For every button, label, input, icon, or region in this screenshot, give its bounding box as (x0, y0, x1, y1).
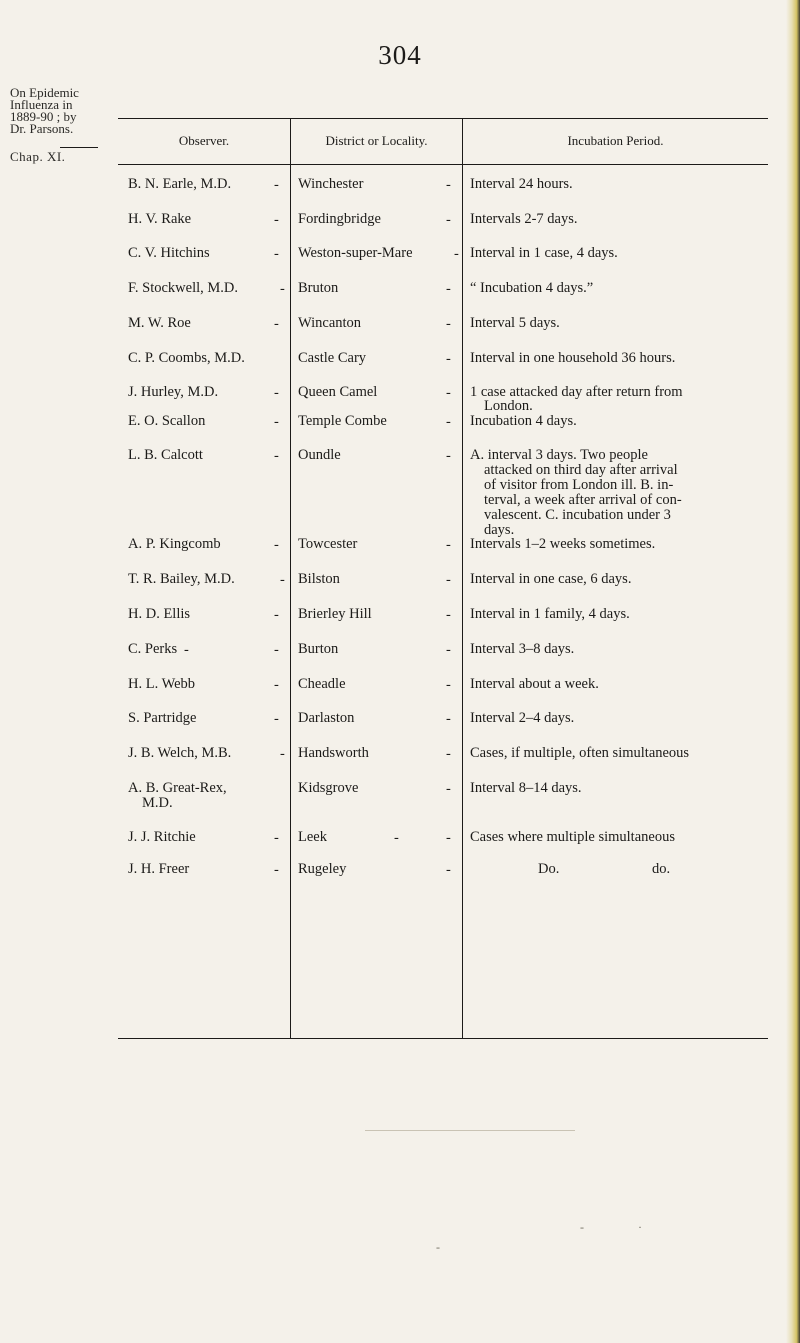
show-through-mark: - (580, 1220, 584, 1234)
leader-dash: - (446, 711, 451, 727)
column-divider (462, 118, 463, 1038)
incubation-cell: Incubation 4 days. (470, 413, 577, 429)
incubation-cell: London. (484, 398, 533, 414)
leader-dash: - (274, 246, 279, 262)
incubation-cell: Interval 8–14 days. (470, 780, 582, 796)
incubation-cell: days. (484, 522, 515, 538)
observer-cell: C. Perks (128, 641, 178, 657)
leader-dash: - (446, 642, 451, 658)
incubation-cell: valescent. C. incubation under 3 (484, 507, 671, 523)
leader-dash: - (446, 607, 451, 623)
margin-note-line: On Epidemic (10, 85, 79, 100)
leader-dash: - (446, 281, 451, 297)
ditto-mark: do. (652, 861, 671, 877)
show-through-mark (365, 1130, 575, 1131)
leader-dash: - (280, 746, 285, 762)
incubation-cell: attacked on third day after arrival (484, 462, 678, 478)
leader-dash: - (274, 537, 279, 553)
table-header-rule (118, 164, 768, 165)
observer-cell: M. W. Roe (128, 315, 191, 331)
incubation-cell: terval, a week after arrival of con- (484, 492, 682, 508)
observer-cell: J. B. Welch, M.B. (128, 745, 232, 761)
incubation-cell: of visitor from London ill. B. in- (484, 477, 674, 493)
district-cell: Kidsgrove (298, 780, 359, 796)
observer-cell: A. P. Kingcomb (128, 536, 221, 552)
table-bottom-rule (118, 1038, 768, 1039)
leader-dash: - (274, 862, 279, 878)
leader-dash: - (274, 414, 279, 430)
district-cell: Winchester (298, 176, 364, 192)
district-cell: Leek (298, 829, 327, 845)
incubation-cell: “ Incubation 4 days.” (470, 280, 594, 296)
page-edge (786, 0, 800, 1343)
leader-dash: - (274, 448, 279, 464)
leader-dash: - (394, 830, 399, 846)
observer-cell: B. N. Earle, M.D. (128, 176, 232, 192)
header-observer: Observer. (178, 133, 230, 148)
leader-dash: - (446, 830, 451, 846)
incubation-cell: Interval 5 days. (470, 315, 560, 331)
leader-dash: - (274, 607, 279, 623)
incubation-cell: Interval 24 hours. (470, 176, 573, 192)
district-cell: Bilston (298, 571, 340, 587)
district-cell: Weston-super-Mare (298, 245, 413, 261)
district-cell: Fordingbridge (298, 211, 381, 227)
leader-dash: - (446, 448, 451, 464)
incubation-cell: Intervals 1–2 weeks sometimes. (470, 536, 656, 552)
incubation-cell: Interval 3–8 days. (470, 641, 575, 657)
leader-dash: - (274, 385, 279, 401)
incubation-cell: Interval in one household 36 hours. (470, 350, 676, 366)
table-top-rule (118, 118, 768, 119)
observer-cell: C. P. Coombs, M.D. (128, 350, 245, 366)
leader-dash: - (446, 351, 451, 367)
observer-cell: H. D. Ellis (128, 606, 191, 622)
margin-note-line: Influenza in (10, 97, 73, 112)
header-incubation: Incubation Period. (567, 133, 664, 148)
observer-cell: J. Hurley, M.D. (128, 384, 219, 400)
leader-dash: - (274, 642, 279, 658)
incubation-cell: Cases where multiple simultaneous (470, 829, 675, 845)
incubation-cell: Interval 2–4 days. (470, 710, 575, 726)
leader-dash: - (446, 677, 451, 693)
observer-cell: S. Partridge (128, 710, 197, 726)
leader-dash: - (446, 414, 451, 430)
margin-note-line: 1889-90 ; by (10, 109, 77, 124)
district-cell: Towcester (298, 536, 358, 552)
district-cell: Burton (298, 641, 339, 657)
observer-cell: J. J. Ritchie (128, 829, 196, 845)
leader-dash: - (184, 642, 189, 658)
leader-dash: - (274, 677, 279, 693)
margin-note (10, 87, 130, 135)
incubation-cell: 1 case attacked day after return from (470, 384, 683, 400)
incubation-cell: Interval in one case, 6 days. (470, 571, 632, 587)
observer-cell: F. Stockwell, M.D. (128, 280, 239, 296)
leader-dash: - (446, 746, 451, 762)
incubation-cell: Interval in 1 case, 4 days. (470, 245, 618, 261)
observer-cell: J. H. Freer (128, 861, 190, 877)
leader-dash: - (446, 572, 451, 588)
incubation-cell: Interval about a week. (470, 676, 599, 692)
observer-cell: H. L. Webb (128, 676, 196, 692)
observer-cell: M.D. (142, 795, 173, 811)
observer-cell: T. R. Bailey, M.D. (128, 571, 235, 587)
district-cell: Handsworth (298, 745, 369, 761)
page-number: 304 (378, 40, 422, 70)
incubation-cell: Cases, if multiple, often simultaneous (470, 745, 690, 761)
column-divider (290, 118, 291, 1038)
incubation-cell: A. interval 3 days. Two people (470, 447, 648, 463)
district-cell: Rugeley (298, 861, 347, 877)
leader-dash: - (274, 212, 279, 228)
leader-dash: - (446, 212, 451, 228)
leader-dash: - (446, 177, 451, 193)
district-cell: Oundle (298, 447, 341, 463)
observer-cell: C. V. Hitchins (128, 245, 210, 261)
leader-dash: - (280, 281, 285, 297)
observer-cell: A. B. Great-Rex, (128, 780, 227, 796)
leader-dash: - (446, 781, 451, 797)
leader-dash: - (274, 711, 279, 727)
observer-cell: H. V. Rake (128, 211, 192, 227)
margin-rule (60, 147, 98, 148)
margin-chapter: Chap. XI. (10, 149, 66, 164)
district-cell: Bruton (298, 280, 339, 296)
district-cell: Castle Cary (298, 350, 367, 366)
leader-dash: - (274, 177, 279, 193)
incubation-cell: Interval in 1 family, 4 days. (470, 606, 630, 622)
leader-dash: - (446, 316, 451, 332)
show-through-mark: · (638, 1220, 642, 1234)
observer-cell: E. O. Scallon (128, 413, 206, 429)
leader-dash: - (454, 246, 459, 262)
leader-dash: - (446, 385, 451, 401)
ditto-mark: Do. (538, 861, 560, 877)
district-cell: Wincanton (298, 315, 362, 331)
leader-dash: - (446, 862, 451, 878)
incubation-cell: Intervals 2-7 days. (470, 211, 578, 227)
leader-dash: - (280, 572, 285, 588)
header-district: District or Locality. (325, 133, 428, 148)
show-through-mark: - (436, 1240, 440, 1254)
margin-note-line: Dr. Parsons. (10, 121, 74, 136)
district-cell: Cheadle (298, 676, 346, 692)
leader-dash: - (446, 537, 451, 553)
leader-dash: - (274, 830, 279, 846)
district-cell: Queen Camel (298, 384, 378, 400)
district-cell: Darlaston (298, 710, 355, 726)
leader-dash: - (274, 316, 279, 332)
observer-cell: L. B. Calcott (128, 447, 203, 463)
district-cell: Brierley Hill (298, 606, 372, 622)
district-cell: Temple Combe (298, 413, 387, 429)
